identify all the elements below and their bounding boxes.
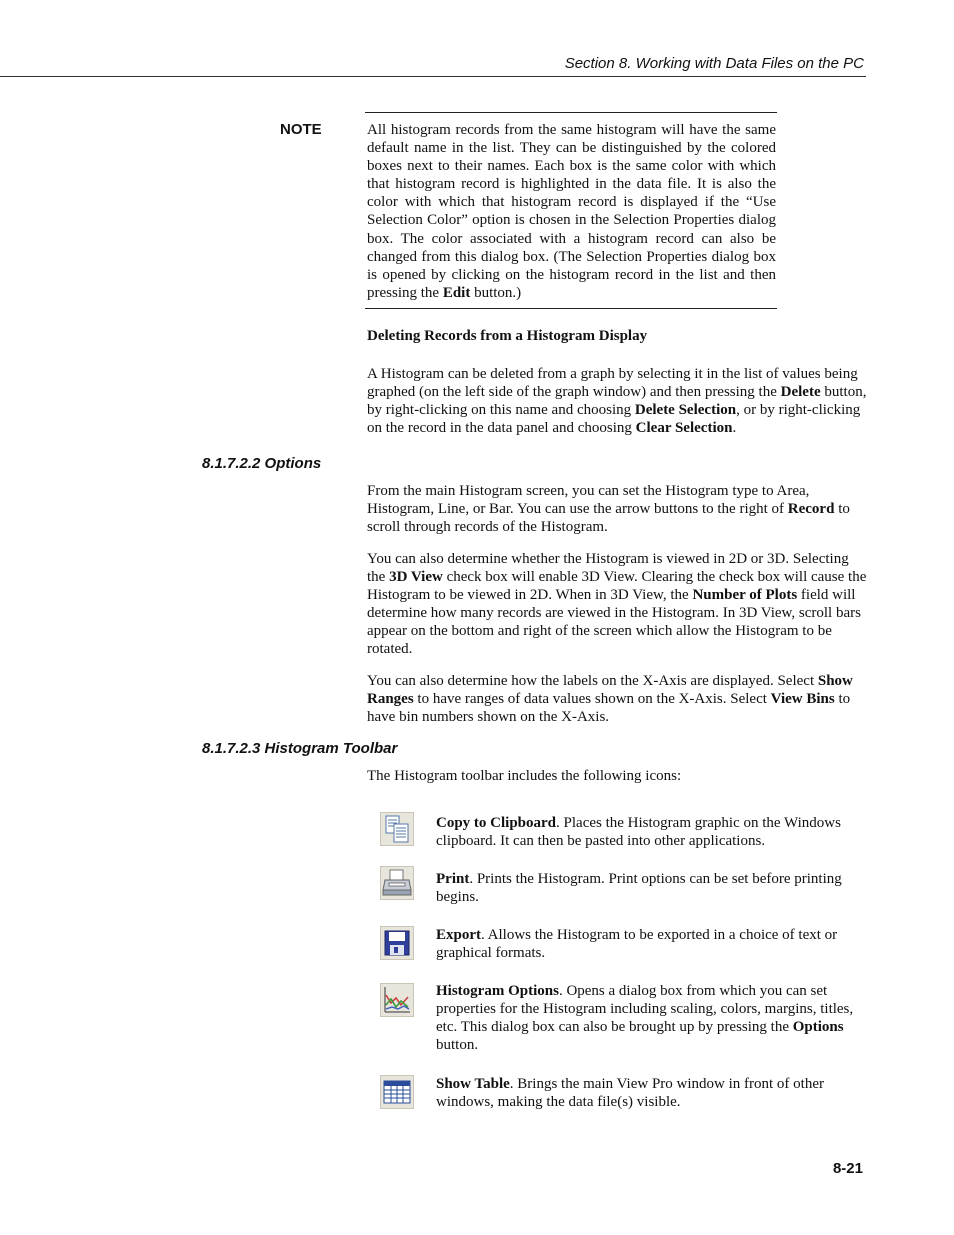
toolbar-intro [367, 767, 867, 785]
deleting-t1: A Histogram can be deleted from a graph by selecting it in the list of values being graphed (on the left side of the graph window) and then pressing the [367, 366, 858, 401]
deleting-t3: , or by right-clicking on the record in the data panel and choosing [367, 402, 861, 437]
options-p2-t3: field will determine how many records are viewed in the Histogram. In 3D View, scroll bars appear on the bottom and right of the screen which allow the Histogram to be rotated. [367, 587, 861, 658]
deleting-b3: Clear Selection [635, 420, 733, 437]
copy-clipboard-title: Copy to Clipboard [436, 815, 557, 831]
toolbar-intro-text: The Histogram toolbar includes the following icons: [367, 768, 682, 784]
printer-icon [380, 866, 414, 900]
options-paragraph-2 [367, 550, 867, 659]
options-paragraph-3 [367, 672, 867, 726]
toolbar-heading: 8.1.7.2.3 Histogram Toolbar [202, 740, 398, 757]
export-desc: . Allows the Histogram to be exported in a choice of text or graphical formats. [436, 927, 838, 962]
options-heading: 8.1.7.2.2 Options [202, 455, 322, 472]
deleting-b1: Delete [780, 384, 821, 401]
options-p1-t2: to scroll through records of the Histogram. [367, 501, 850, 536]
histogram-options-desc: . Opens a dialog box from which you can set properties for the Histogram including scaling, colors, margins, titles, etc. This dialog box can also be brought up by pressing the [436, 983, 854, 1036]
print-title: Print [436, 871, 470, 887]
print-desc: . Prints the Histogram. Print options can be set before printing begins. [436, 871, 842, 906]
show-table-description [436, 1075, 866, 1111]
show-table-title: Show Table [436, 1076, 510, 1092]
deleting-text [367, 365, 867, 437]
options-p3-t3: to have bin numbers shown on the X-Axis. [367, 691, 851, 726]
deleting-heading: Deleting Records from a Histogram Display [367, 328, 648, 344]
options-p2-t1: You can also determine whether the Histogram is viewed in 2D or 3D. Selecting the [367, 551, 849, 586]
histogram-options-bold-tail: Options [792, 1019, 844, 1036]
deleting-t2: button, by right-clicking on this name and choosing [367, 384, 867, 419]
deleting-b2: Delete Selection [634, 402, 737, 419]
options-p2-text [367, 550, 867, 659]
histogram-options-description [436, 982, 866, 1054]
table-icon [380, 1075, 414, 1109]
copy-clipboard-description [436, 814, 866, 850]
options-p3-t1: You can also determine how the labels on the X-Axis are displayed. Select [367, 673, 818, 689]
options-p3-b2: View Bins [770, 691, 835, 708]
deleting-t4: . [732, 420, 737, 437]
note-text-part: All histogram records from the same histogram will have the same default name in the list. They can be distinguished by the colored boxes next to their names. Each box is the same color with which that histogram record is highlighted in the data file. It is also the color with which that histogram record is displayed if the “Use Selection Color” option is chosen in the Selection Properties dialog box. The color associated with a histogram record can also be changed from this dialog box. (The Selection Properties dialog box is opened by clicking on the histogram record in the list and then pressing the [367, 122, 776, 301]
options-p1-b1: Record [787, 501, 835, 518]
options-p2-b1: 3D View [389, 569, 443, 586]
export-title: Export [436, 927, 481, 943]
note-text-tail: button.) [470, 284, 522, 301]
show-table-desc: . Brings the main View Pro window in front of other windows, making the data file(s) visible. [436, 1076, 824, 1111]
header-rule [0, 76, 866, 77]
note-label: NOTE [280, 121, 322, 138]
copy-clipboard-icon [380, 812, 414, 846]
note-box [365, 112, 777, 309]
options-p2-b2: Number of Plots [692, 587, 798, 604]
options-p3-text [367, 672, 867, 726]
deleting-paragraph [367, 365, 867, 437]
export-description [436, 926, 866, 962]
histogram-options-title: Histogram Options [436, 983, 559, 999]
note-text [367, 121, 776, 302]
options-p1-t1: From the main Histogram screen, you can set the Histogram type to Area, Histogram, Line, or Bar. You can use the arrow buttons to the right of [367, 483, 810, 518]
options-paragraph-1 [367, 482, 867, 536]
note-edit-bold: Edit [442, 284, 471, 301]
options-p1-text [367, 482, 867, 536]
copy-clipboard-text [436, 814, 866, 850]
running-header: Section 8. Working with Data Files on the PC [564, 55, 864, 72]
page-number: 8-21 [832, 1160, 863, 1177]
print-description [436, 870, 866, 906]
options-p2-t2: check box will enable 3D View. Clearing the check box will cause the Histogram to be viewed in 2D. When in 3D View, the [367, 569, 867, 604]
print-text [436, 870, 866, 906]
histogram-options-tail: button. [436, 1037, 479, 1054]
floppy-disk-icon [380, 926, 414, 960]
histogram-options-text [436, 982, 866, 1054]
export-text [436, 926, 866, 962]
show-table-text [436, 1075, 866, 1111]
options-p3-b1: Show Ranges [367, 673, 853, 708]
copy-clipboard-desc: . Places the Histogram graphic on the Windows clipboard. It can then be pasted into other applications. [436, 815, 841, 850]
options-p3-t2: to have ranges of data values shown on the X-Axis. Select [413, 691, 771, 708]
histogram-options-icon [380, 983, 414, 1017]
